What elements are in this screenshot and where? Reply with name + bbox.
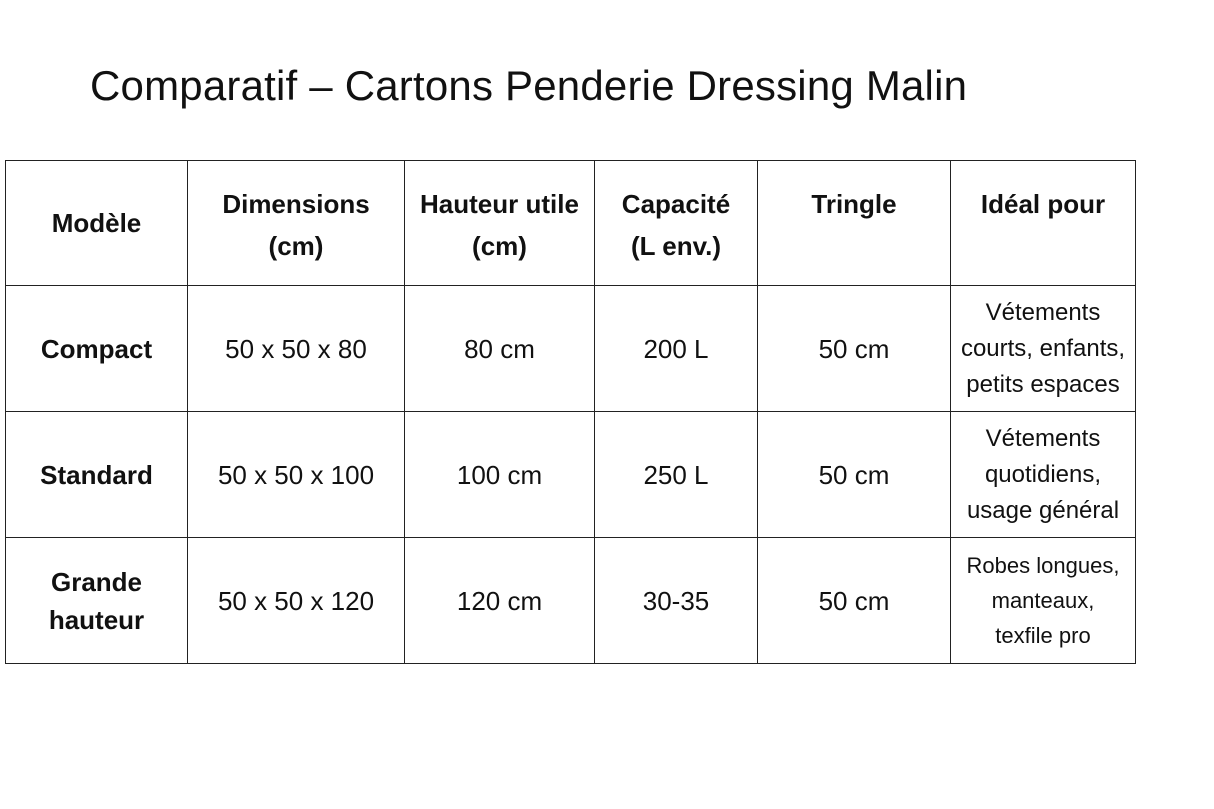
table-header-row [6, 161, 1136, 286]
cell-rod: 50 cm [758, 538, 951, 664]
cell-dimensions: 50 x 50 x 100 [188, 412, 405, 538]
page-title: Comparatif – Cartons Penderie Dressing Malin [90, 62, 968, 109]
header-dimensions: Dimensions (cm) [188, 161, 405, 286]
cell-model: Compact [6, 286, 188, 412]
table-row [6, 538, 1136, 664]
cell-ideal-for: Vétements courts, enfants, petits espaces [951, 286, 1136, 412]
header-capacity: Capacité (L env.) [595, 161, 758, 286]
cell-model: Standard [6, 412, 188, 538]
header-ideal-for: Idéal pour [951, 161, 1136, 286]
cell-model: Grande hauteur [6, 538, 188, 664]
header-model: Modèle [6, 161, 188, 286]
cell-capacity: 200 L [595, 286, 758, 412]
cell-rod: 50 cm [758, 286, 951, 412]
comparison-table [5, 160, 1136, 664]
table-row [6, 286, 1136, 412]
cell-usable-height: 100 cm [405, 412, 595, 538]
table-row [6, 412, 1136, 538]
cell-ideal-for: Vétements quotidiens, usage général [951, 412, 1136, 538]
cell-ideal-for: Robes longues, manteaux, texfile pro [951, 538, 1136, 664]
cell-usable-height: 120 cm [405, 538, 595, 664]
header-rod: Tringle [758, 161, 951, 286]
cell-capacity: 30-35 [595, 538, 758, 664]
cell-capacity: 250 L [595, 412, 758, 538]
header-usable-height: Hauteur utile (cm) [405, 161, 595, 286]
cell-dimensions: 50 x 50 x 80 [188, 286, 405, 412]
cell-usable-height: 80 cm [405, 286, 595, 412]
cell-dimensions: 50 x 50 x 120 [188, 538, 405, 664]
cell-rod: 50 cm [758, 412, 951, 538]
